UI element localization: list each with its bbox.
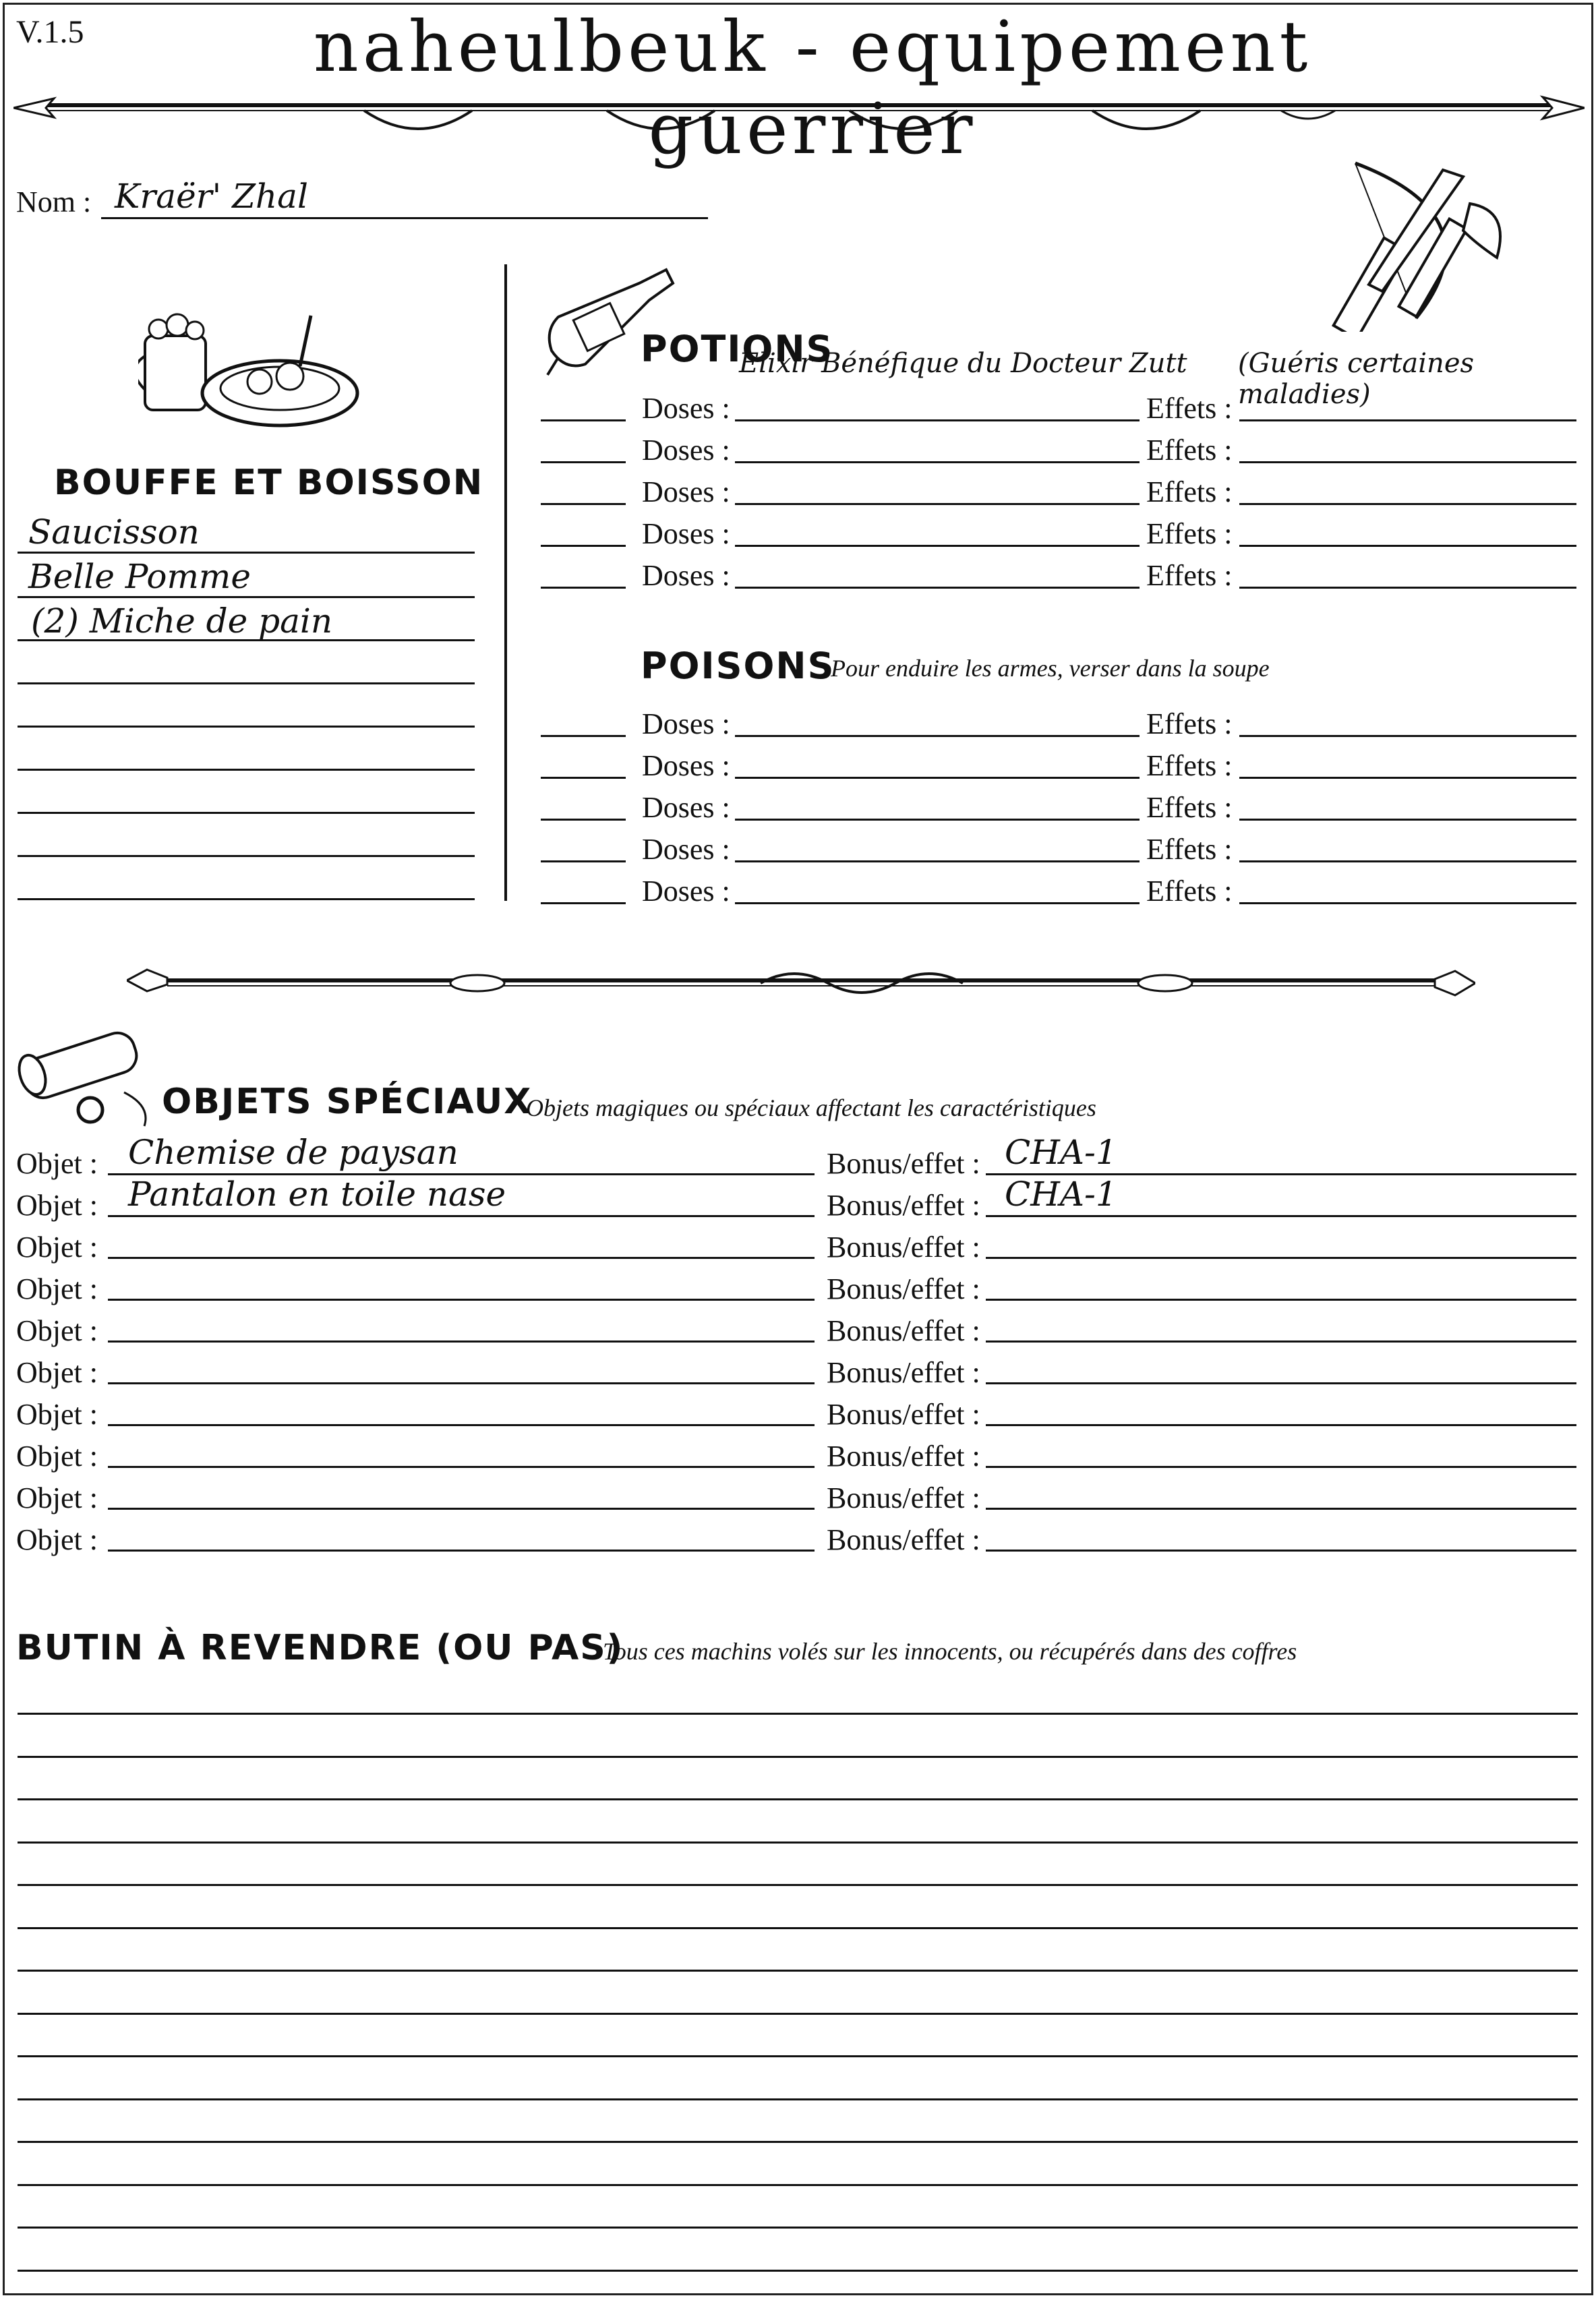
poison-doses-label: Doses : xyxy=(642,875,730,908)
object-line xyxy=(108,1424,815,1426)
poison-dose-line xyxy=(735,902,1140,904)
food-item[interactable]: (2) Miche de pain xyxy=(31,601,333,641)
bonus-label: Bonus/effet : xyxy=(827,1481,980,1514)
food-line xyxy=(18,769,475,771)
loot-subtitle: Tous ces machins volés sur les innocents, ou récupérés dans des coffres xyxy=(603,1638,1297,1665)
poison-effects-label: Effets : xyxy=(1146,833,1233,866)
object-label: Objet : xyxy=(16,1314,98,1347)
object-line xyxy=(108,1257,815,1259)
food-item[interactable]: Saucisson xyxy=(28,512,200,552)
loot-line[interactable] xyxy=(18,2098,1578,2100)
potion-qty-line xyxy=(541,419,626,421)
food-item[interactable]: Belle Pomme xyxy=(28,557,251,596)
object-line xyxy=(108,1340,815,1343)
poison-qty-line xyxy=(541,860,626,862)
bonus-label: Bonus/effet : xyxy=(827,1231,980,1264)
loot-line[interactable] xyxy=(18,1756,1578,1758)
bonus-line xyxy=(986,1257,1576,1259)
loot-line[interactable] xyxy=(18,1927,1578,1929)
potion-dose-line xyxy=(735,545,1140,547)
loot-line[interactable] xyxy=(18,1798,1578,1800)
food-line xyxy=(18,898,475,900)
poison-effects-label: Effets : xyxy=(1146,791,1233,824)
object-label: Objet : xyxy=(16,1231,98,1264)
food-line xyxy=(18,596,475,598)
poison-effect-line xyxy=(1239,777,1576,779)
potion-doses-label: Doses : xyxy=(642,517,730,550)
loot-line[interactable] xyxy=(18,2055,1578,2057)
bonus-label: Bonus/effet : xyxy=(827,1356,980,1389)
bonus-label: Bonus/effet : xyxy=(827,1440,980,1473)
potion-doses-label: Doses : xyxy=(642,434,730,467)
food-line xyxy=(18,726,475,728)
name-label: Nom : xyxy=(16,185,92,218)
poison-dose-line xyxy=(735,860,1140,862)
potion-effects-label: Effets : xyxy=(1146,392,1233,425)
name-value[interactable]: Kraër' Zhal xyxy=(115,177,308,216)
scroll-ring-icon xyxy=(16,1025,158,1133)
poison-dose-line xyxy=(735,777,1140,779)
object-label: Objet : xyxy=(16,1147,98,1180)
poison-effects-label: Effets : xyxy=(1146,749,1233,782)
object-label: Objet : xyxy=(16,1189,98,1222)
loot-title: BUTIN À REVENDRE (OU PAS) xyxy=(16,1628,624,1668)
bonus-line xyxy=(986,1382,1576,1384)
potion-dose-line xyxy=(735,461,1140,463)
object-label: Objet : xyxy=(16,1523,98,1556)
loot-line[interactable] xyxy=(18,2270,1578,2272)
object-line xyxy=(108,1382,815,1384)
potion-doses-label: Doses : xyxy=(642,475,730,508)
object-label: Objet : xyxy=(16,1481,98,1514)
spear-divider-icon xyxy=(13,86,1585,154)
potion-effect-line xyxy=(1239,419,1576,421)
potion-dose-line xyxy=(735,419,1140,421)
special-objects-title: OBJETS SPÉCIAUX xyxy=(162,1082,533,1122)
version-label: V.1.5 xyxy=(16,14,84,50)
potion-effect-line xyxy=(1239,461,1576,463)
potion-dose-value[interactable]: Elixir Bénéfique du Docteur Zutt xyxy=(739,348,1187,379)
potion-effects-label: Effets : xyxy=(1146,475,1233,508)
potion-effects-label: Effets : xyxy=(1146,517,1233,550)
potion-dose-line xyxy=(735,503,1140,505)
potion-qty-line xyxy=(541,545,626,547)
bonus-label: Bonus/effet : xyxy=(827,1398,980,1431)
poison-doses-label: Doses : xyxy=(642,791,730,824)
bonus-line xyxy=(986,1299,1576,1301)
bonus-line xyxy=(986,1508,1576,1510)
object-label: Objet : xyxy=(16,1398,98,1431)
potion-qty-line xyxy=(541,587,626,589)
loot-line[interactable] xyxy=(18,2227,1578,2229)
food-line xyxy=(18,682,475,684)
food-line xyxy=(18,552,475,554)
bonus-label: Bonus/effet : xyxy=(827,1314,980,1347)
object-line xyxy=(108,1508,815,1510)
poison-qty-line xyxy=(541,777,626,779)
poisons-subtitle: Pour enduire les armes, verser dans la soupe xyxy=(831,655,1270,682)
bonus-value[interactable]: CHA-1 xyxy=(1005,1175,1117,1214)
poison-effect-line xyxy=(1239,860,1576,862)
poison-dose-line xyxy=(735,735,1140,737)
poison-dose-line xyxy=(735,819,1140,821)
object-label: Objet : xyxy=(16,1440,98,1473)
object-value[interactable]: Pantalon en toile nase xyxy=(128,1175,506,1214)
object-line xyxy=(108,1299,815,1301)
bonus-line xyxy=(986,1466,1576,1468)
crossed-weapons-icon xyxy=(1328,156,1531,332)
poison-qty-line xyxy=(541,819,626,821)
bonus-line xyxy=(986,1340,1576,1343)
poison-qty-line xyxy=(541,902,626,904)
poison-doses-label: Doses : xyxy=(642,749,730,782)
poisons-title: POISONS xyxy=(641,645,835,687)
object-label: Objet : xyxy=(16,1356,98,1389)
name-line xyxy=(101,217,708,219)
loot-line[interactable] xyxy=(18,1884,1578,1886)
bonus-label: Bonus/effet : xyxy=(827,1189,980,1222)
object-value[interactable]: Chemise de paysan xyxy=(128,1133,459,1172)
potion-dose-line xyxy=(735,587,1140,589)
potion-effect-line xyxy=(1239,587,1576,589)
page-title: naheulbeuk - equipement guerrier xyxy=(313,5,1312,170)
bonus-line xyxy=(986,1215,1576,1217)
object-line xyxy=(108,1550,815,1552)
bonus-label: Bonus/effet : xyxy=(827,1523,980,1556)
potion-qty-line xyxy=(541,461,626,463)
loot-line[interactable] xyxy=(18,2184,1578,2186)
staff-divider-icon xyxy=(127,958,1475,1005)
potion-effect-line xyxy=(1239,545,1576,547)
potions-title: POTIONS xyxy=(641,328,834,370)
food-drink-icon xyxy=(138,302,361,437)
loot-line[interactable] xyxy=(18,1970,1578,1972)
poison-effects-label: Effets : xyxy=(1146,875,1233,908)
food-line xyxy=(18,639,475,641)
potion-doses-label: Doses : xyxy=(642,392,730,425)
potion-effect-value[interactable]: (Guéris certaines maladies) xyxy=(1238,348,1475,410)
bonus-value[interactable]: CHA-1 xyxy=(1005,1133,1117,1172)
potion-effect-line xyxy=(1239,503,1576,505)
bonus-label: Bonus/effet : xyxy=(827,1272,980,1305)
object-label: Objet : xyxy=(16,1272,98,1305)
poison-qty-line xyxy=(541,735,626,737)
loot-line[interactable] xyxy=(18,2013,1578,2015)
food-title: BOUFFE ET BOISSON xyxy=(54,463,484,503)
potion-effects-label: Effets : xyxy=(1146,434,1233,467)
food-line xyxy=(18,855,475,857)
special-objects-subtitle: Objets magiques ou spéciaux affectant les caractéristiques xyxy=(526,1094,1096,1121)
loot-line[interactable] xyxy=(18,2141,1578,2143)
bonus-line xyxy=(986,1424,1576,1426)
potion-doses-label: Doses : xyxy=(642,559,730,592)
poison-effect-line xyxy=(1239,819,1576,821)
potion-effects-label: Effets : xyxy=(1146,559,1233,592)
poison-effect-line xyxy=(1239,735,1576,737)
poison-doses-label: Doses : xyxy=(642,707,730,740)
column-divider xyxy=(504,264,507,901)
poison-effects-label: Effets : xyxy=(1146,707,1233,740)
poison-doses-label: Doses : xyxy=(642,833,730,866)
object-line xyxy=(108,1215,815,1217)
food-line xyxy=(18,812,475,814)
bonus-line xyxy=(986,1550,1576,1552)
potion-qty-line xyxy=(541,503,626,505)
loot-line[interactable] xyxy=(18,1713,1578,1715)
loot-line[interactable] xyxy=(18,1842,1578,1844)
bonus-label: Bonus/effet : xyxy=(827,1147,980,1180)
poison-effect-line xyxy=(1239,902,1576,904)
object-line xyxy=(108,1466,815,1468)
